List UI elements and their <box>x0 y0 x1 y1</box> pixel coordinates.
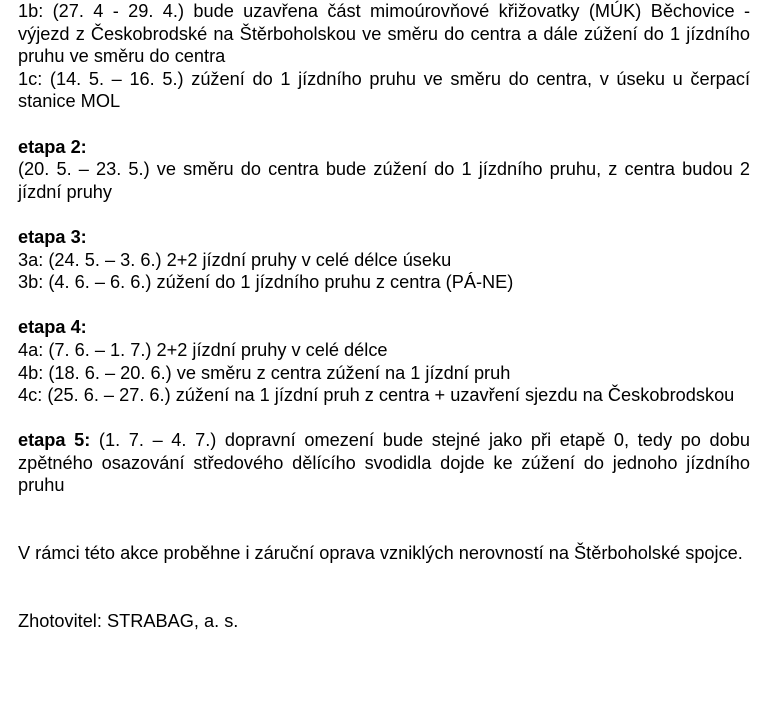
spacer <box>18 203 750 226</box>
spacer <box>18 113 750 136</box>
stage4-item-4b: 4b: (18. 6. – 20. 6.) ve směru z centra zúžení na 1 jízdní pruh <box>18 362 511 383</box>
spacer <box>18 407 750 430</box>
stage4-item-4c: 4c: (25. 6. – 27. 6.) zúžení na 1 jízdní pruh z centra + uzavření sjezdu na Českobrodskou <box>18 385 735 406</box>
stage4-heading: etapa 4: <box>18 317 87 338</box>
contractor: Zhotovitel: STRABAG, a. s. <box>18 611 239 632</box>
stage5-heading: etapa 5: <box>18 430 91 451</box>
stage4-item-4a: 4a: (7. 6. – 1. 7.) 2+2 jízdní pruhy v celé délce <box>18 339 388 360</box>
spacer <box>18 497 750 542</box>
document-body <box>18 0 750 633</box>
stage5-paragraph <box>18 429 750 497</box>
spacer <box>18 565 750 610</box>
spacer <box>18 294 750 317</box>
stage1-item-1c: 1c: (14. 5. – 16. 5.) zúžení do 1 jízdního pruhu ve směru do centra, v úseku u čerpací stanice MOL <box>18 68 750 112</box>
stage3-item-3b: 3b: (4. 6. – 6. 6.) zúžení do 1 jízdního pruhu z centra (PÁ-NE) <box>18 272 514 293</box>
stage3-item-3a: 3a: (24. 5. – 3. 6.) 2+2 jízdní pruhy v celé délce úseku <box>18 249 452 270</box>
stage2-text: (20. 5. – 23. 5.) ve směru do centra bude zúžení do 1 jízdního pruhu, z centra budou 2 jízdní pruhy <box>18 159 750 202</box>
stage5-text: (1. 7. – 4. 7.) dopravní omezení bude stejné jako při etapě 0, tedy po dobu zpětného osazování středového dělícího svodidla dojde ke zúžení do jednoho jízdního pruhu <box>18 430 750 496</box>
stage2-heading: etapa 2: <box>18 136 87 157</box>
stage1-item-1b: 1b: (27. 4 - 29. 4.) bude uzavřena část mimoúrovňové křižovatky (MÚK) Běchovice - výjezd z Českobrodské na Štěrboholskou ve směru do centra a dále zúžení do 1 jízdního pruhu ve směru do centra <box>18 1 750 67</box>
stage3-heading: etapa 3: <box>18 226 87 247</box>
repair-note: V rámci této akce proběhne i záruční oprava vzniklých nerovností na Štěrboholské spojce. <box>18 543 743 564</box>
